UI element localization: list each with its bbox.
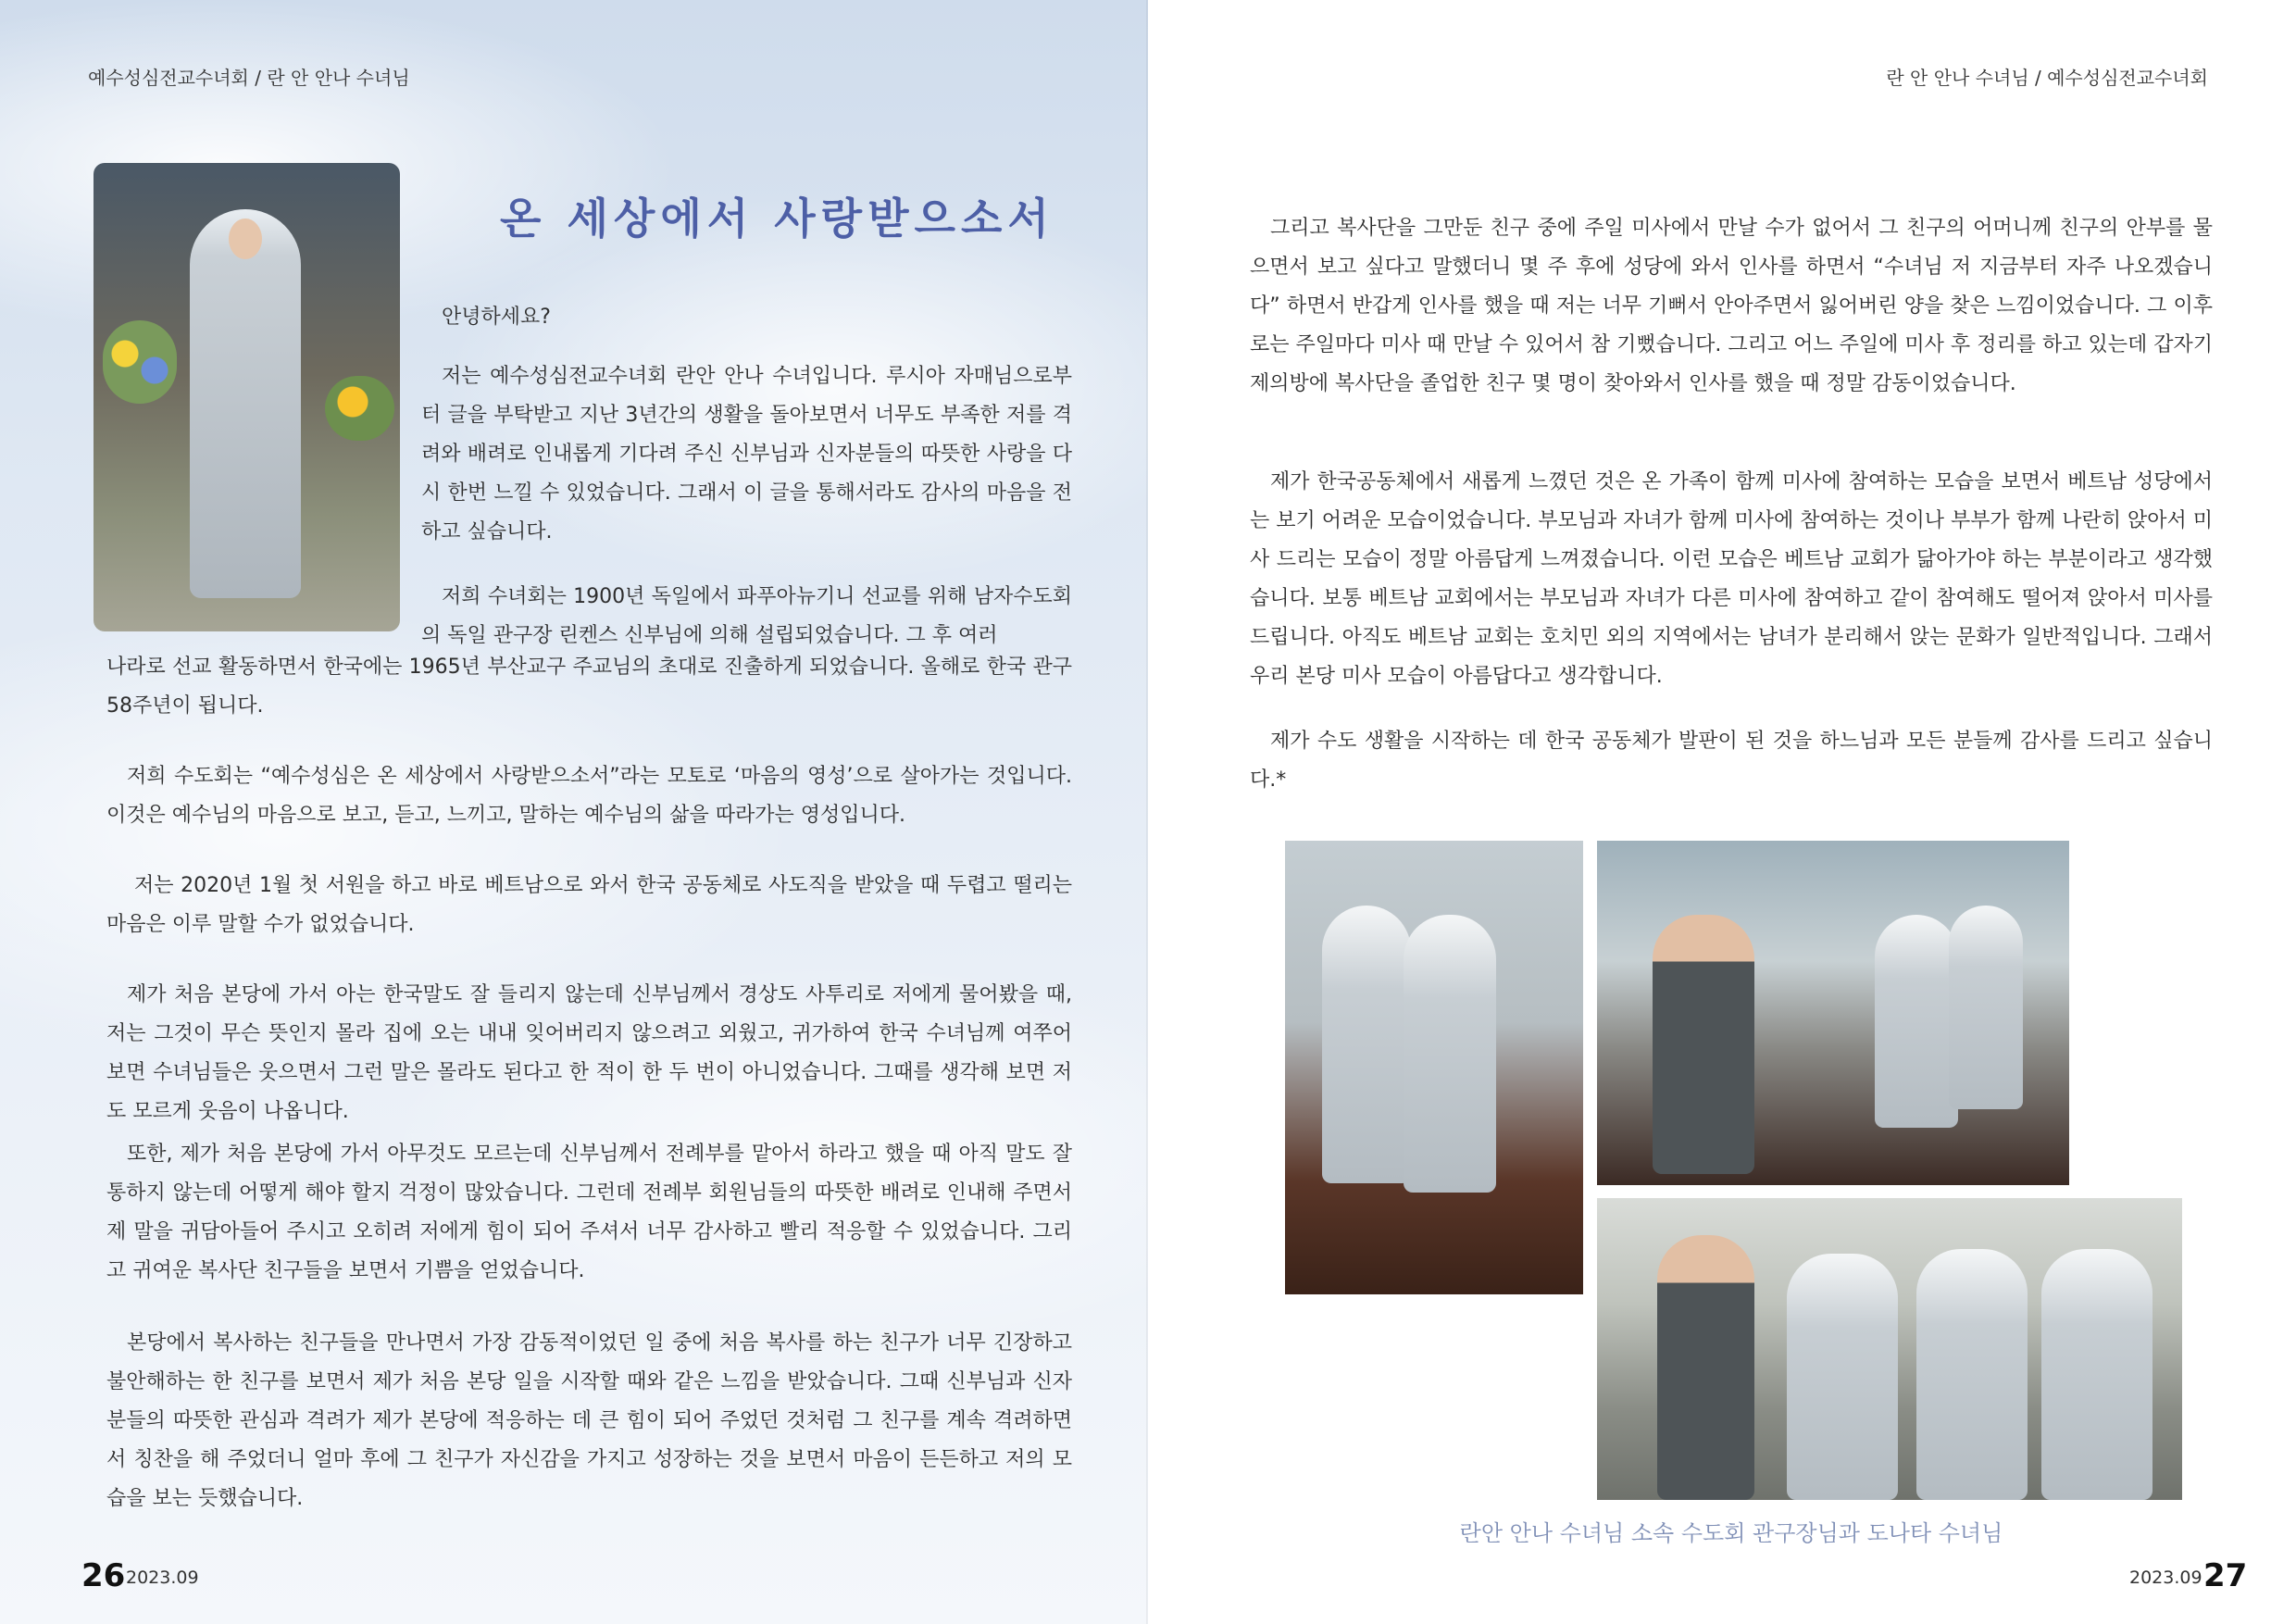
- nun-figure: [1916, 1249, 2028, 1500]
- man-figure: [1657, 1235, 1754, 1500]
- nun-figure: [1787, 1254, 1898, 1500]
- photo-group-portrait: [1597, 1198, 2182, 1500]
- paragraph-reunion: 그리고 복사단을 그만둔 친구 중에 주일 미사에서 만날 수가 없어서 그 친구의 어머니께 친구의 안부를 물으면서 보고 싶다고 말했더니 몇 주 후에 성당에 와서 인사를 하면서 “수녀님 저 지금부터 자주 나오겠습니다” 하면서 반갑게 인사를 했을 때 저는 너무 기뻐서 안아주면서 잃어버린 양을 찾은 느낌이었습니다. 그 이후로는 주일마다 미사 때 만날 수 있어서 참 기뻤습니다. 그리고 어느 주일에 미사 후 정리를 하고 있는데 갑자기 제의방에 복사단을 졸업한 친구 몇 명이 찾아와서 인사를 했을 때 정말 감동이었습니다.: [1250, 217, 2213, 395]
- issue-date-right: 2023.09: [2129, 1568, 2202, 1588]
- article-title: 온 세상에서 사랑받으소서: [500, 194, 1054, 244]
- paragraph-family-mass: 제가 한국공동체에서 새롭게 느꼈던 것은 온 가족이 함께 미사에 참여하는 모습을 보면서 베트남 성당에서는 보기 어려운 모습이었습니다. 부모님과 자녀가 함께 미사에 참여하는 것이나 부부가 함께 나란히 앉아서 미사 드리는 모습이 정말 아름답게 느껴졌습니다. 이런 모습은 베트남 교회가 닮아가야 하는 부분이라고 생각했습니다. 보통 베트남 교회에서는 부모님과 자녀가 다른 미사에 참여하고 같이 참여해도 떨어져 앉아서 미사를 드립니다. 아직도 베트남 교회는 호치민 외의 지역에서는 남녀가 분리해서 앉는 문화가 일반적입니다. 그래서 우리 본당 미사 모습이 아름답다고 생각합니다.: [1250, 470, 2213, 688]
- flowers-decoration: [103, 320, 177, 404]
- person-figure: [1653, 915, 1754, 1174]
- nun-figure: [2041, 1249, 2152, 1500]
- paragraph-dialect: 제가 처음 본당에 가서 아는 한국말도 잘 들리지 않는데 신부님께서 경상도 사투리로 저에게 물어봤을 때, 저는 그것이 무슨 뜻인지 몰라 집에 오는 내내 잊어버리지 않으려고 외웠고, 귀가하여 한국 수녀님께 여쭈어 보면 수녀님들은 웃으면서 그런 말은 몰라도 된다고 한 적이 한 두 번이 아니었습니다. 그때를 생각해 보면 저도 모르게 웃음이 나옵니다.: [106, 983, 1072, 1123]
- paragraph-altar-servers: 본당에서 복사하는 친구들을 만나면서 가장 감동적이었던 일 중에 처음 복사를 하는 친구가 너무 긴장하고 불안해하는 한 친구를 보면서 제가 처음 본당 일을 시작할 때와 같은 느낌을 받았습니다. 그때 신부님과 신자분들의 따뜻한 관심과 격려가 제가 본당에 적응하는 데 큰 힘이 되어 주었던 것처럼 그 친구를 계속 격려하면서 칭찬을 해 주었더니 얼마 후에 그 친구가 자신감을 가지고 성장하는 것을 보면서 마음이 든든하고 저의 모습을 보는 듯했습니다.: [106, 1331, 1072, 1510]
- nun-figure: [1404, 915, 1496, 1193]
- paragraph-vows: 저는 2020년 1월 첫 서원을 하고 바로 베트남으로 와서 한국 공동체로 사도직을 받았을 때 두렵고 떨리는 마음은 이루 말할 수가 없었습니다.: [106, 874, 1072, 936]
- paragraph-gratitude: 제가 수도 생활을 시작하는 데 한국 공동체가 발판이 된 것을 하느님과 모든 분들께 감사를 드리고 싶습니다.*: [1250, 730, 2213, 792]
- portrait-photo: [94, 163, 400, 631]
- paragraph-motto: 저희 수도회는 “예수성심은 온 세상에서 사랑받으소서”라는 모토로 ‘마음의 영성’으로 살아가는 것입니다. 이것은 예수님의 마음으로 보고, 듣고, 느끼고, 말하는 예수님의 삶을 따라가는 영성입니다.: [106, 765, 1072, 827]
- page-number-left: 26: [81, 1557, 126, 1594]
- flowers-decoration: [325, 376, 394, 441]
- nun-figure: [1875, 915, 1958, 1128]
- nun-face: [229, 219, 262, 259]
- paragraph-greeting: 안녕하세요?: [442, 306, 551, 329]
- paragraph-history-cont: 나라로 선교 활동하면서 한국에는 1965년 부산교구 주교님의 초대로 진출하게 되었습니다. 올해로 한국 관구 58주년이 됩니다.: [106, 656, 1072, 718]
- running-head-right: 란 안 안나 수녀님 / 예수성심전교수녀회: [1886, 67, 2208, 89]
- nun-figure: [1322, 906, 1411, 1183]
- nun-figure: [190, 209, 301, 598]
- running-head-left: 예수성심전교수녀회 / 란 안 안나 수녀님: [88, 67, 410, 89]
- paragraph-liturgy: 또한, 제가 처음 본당에 가서 아무것도 모르는데 신부님께서 전례부를 맡아서 하라고 했을 때 아직 말도 잘 통하지 않는데 어떻게 해야 할지 걱정이 많았습니다. 그런데 전례부 회원님들의 따뜻한 배려로 인내해 주면서 제 말을 귀담아들어 주시고 오히려 저에게 힘이 되어 주셔서 너무 감사하고 빨리 적응할 수 있었습니다. 그리고 귀여운 복사단 친구들을 보면서 기쁨을 얻었습니다.: [106, 1143, 1072, 1282]
- photo-nuns-smiling: [1285, 841, 1583, 1294]
- photo-caption: 란안 안나 수녀님 소속 수도회 관구장님과 도나타 수녀님: [1459, 1520, 2003, 1546]
- issue-date-left: 2023.09: [126, 1568, 199, 1588]
- nun-figure: [1949, 906, 2023, 1109]
- paragraph-history: 저희 수녀회는 1900년 독일에서 파푸아뉴기니 선교를 위해 남자수도회의 독일 관구장 린켄스 신부님에 의해 설립되었습니다. 그 후 여러: [421, 585, 1072, 647]
- page-number-right: 27: [2203, 1557, 2248, 1594]
- paragraph-intro: 저는 예수성심전교수녀회 란안 안나 수녀입니다. 루시아 자매님으로부터 글을 부탁받고 지난 3년간의 생활을 돌아보면서 너무도 부족한 저를 격려와 배려로 인내롭게 기다려 주신 신부님과 신자분들의 따뜻한 사랑을 다시 한번 느낄 수 있었습니다. 그래서 이 글을 통해서라도 감사의 마음을 전하고 싶습니다.: [421, 365, 1072, 543]
- photo-church-greeting: [1597, 841, 2069, 1185]
